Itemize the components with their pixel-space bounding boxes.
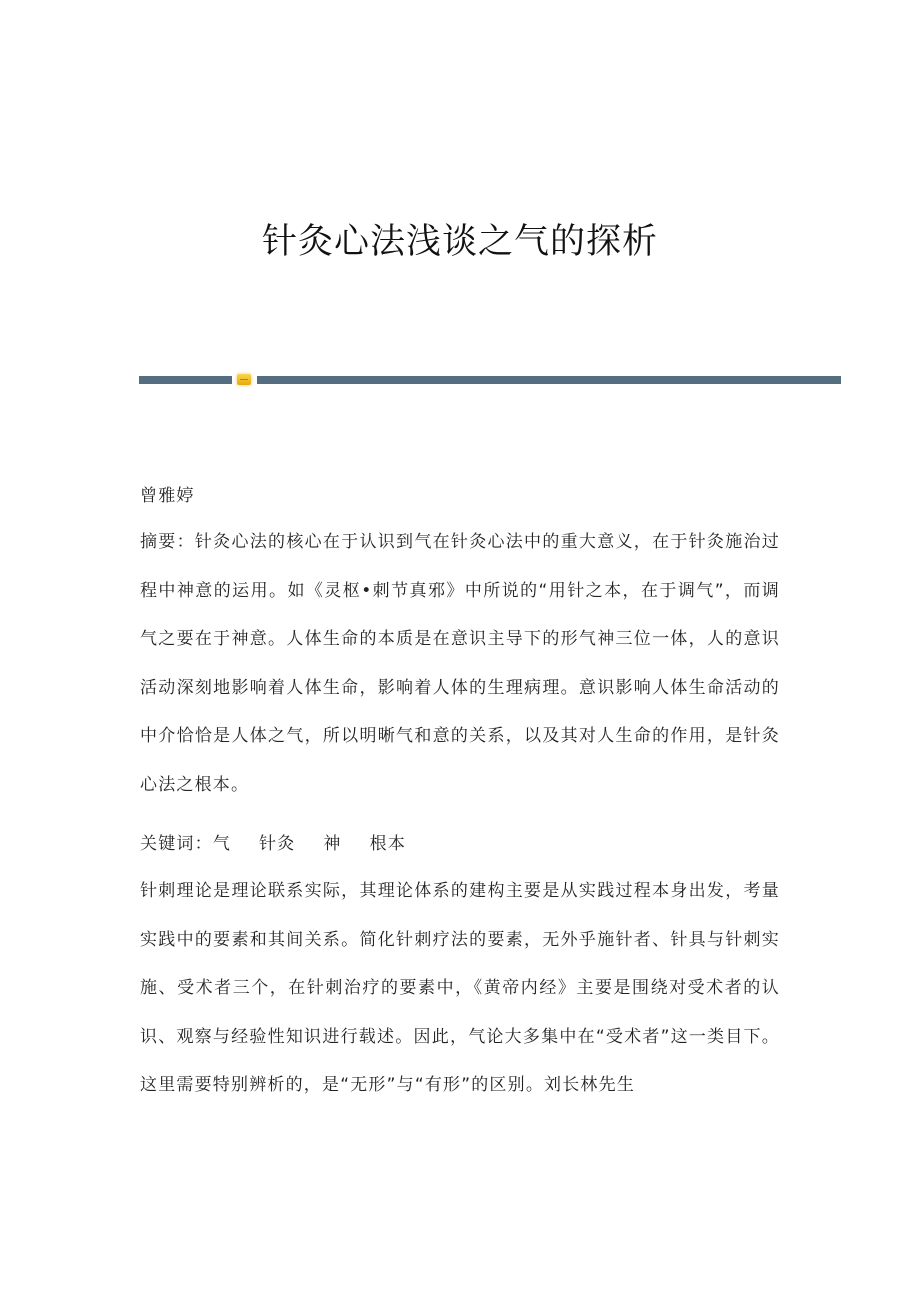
author-text: 曾雅婷 (140, 486, 195, 506)
body-paragraph: 针刺理论是理论联系实际，其理论体系的建构主要是从实践过程本身出发，考量实践中的要素和其间关系。简化针刺疗法的要素，无外乎施针者、针具与针刺实施、受术者三个，在针刺治疗的要素中，《黄帝内经》主要是围绕对受术者的认识、观察与经验性知识进行载述。因此，气论大多集中在“受术者”这一类目下。这里需要特别辨析的，是“无形”与“有形”的区别。刘长林先生 (140, 881, 780, 1095)
document-title: 针灸心法浅谈之气的探析 (261, 222, 658, 262)
keywords-label: 关键词： (140, 834, 213, 854)
title-divider-left (139, 376, 232, 384)
body-section (140, 867, 780, 1110)
keyword: 针灸 (259, 834, 296, 854)
keywords-line (140, 820, 780, 869)
keyword: 神 (323, 834, 342, 854)
abstract-text: 针灸心法的核心在于认识到气在针灸心法中的重大意义，在于针灸施治过程中神意的运用。如《灵枢•刺节真邪》中所说的“用针之本，在于调气”，而调气之要在于神意。人体生命的本质是在意识主导下的形气神三位一体，人的意识活动深刻地影响着人体生命，影响着人体的生理病理。意识影响人体生命活动的中介恰恰是人体之气，所以明晰气和意的关系，以及其对人生命的作用，是针灸心法之根本。 (140, 532, 780, 795)
title-divider-right (257, 376, 841, 384)
keyword: 根本 (369, 834, 407, 854)
abstract (140, 518, 780, 809)
abstract-label: 摘要： (140, 532, 195, 552)
abstract-paragraph (140, 518, 780, 809)
divider-ornament-icon (237, 374, 251, 385)
author-name (140, 472, 780, 521)
keyword: 气 (212, 834, 232, 854)
keywords (140, 820, 780, 869)
